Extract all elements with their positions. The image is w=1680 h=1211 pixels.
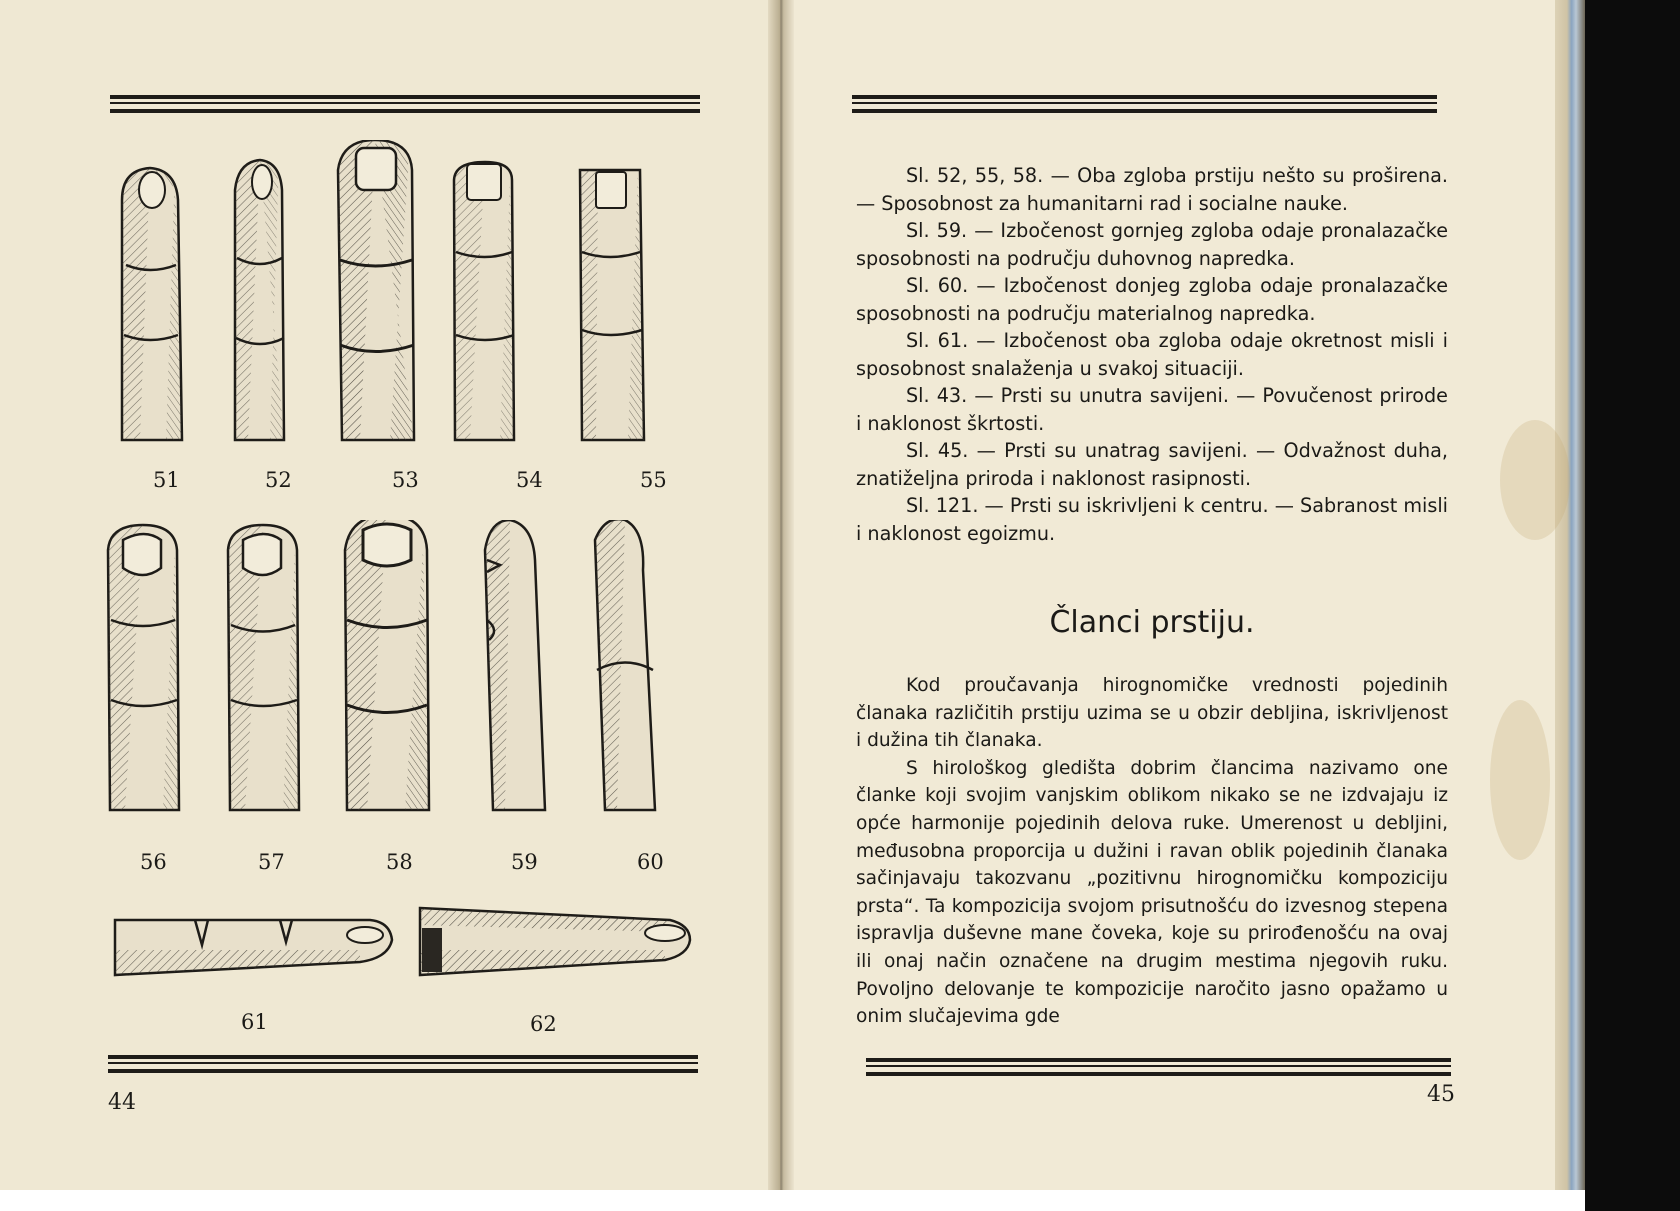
figure-label-54: 54 — [516, 468, 543, 492]
figure-label-62: 62 — [530, 1012, 557, 1036]
figure-label-53: 53 — [392, 468, 419, 492]
bottom-rule-right — [866, 1058, 1451, 1076]
finger-figure-58 — [345, 520, 429, 810]
scanner-margin — [0, 1190, 1585, 1211]
body-paragraph: Kod proučavanja hirognomičke vrednosti pojedinih članaka različitih prstiju uzima se u obzir debljina, iskrivljenost i dužina tih članaka. — [856, 675, 1448, 752]
caption: Sl. 60. — Izbočenost donjeg zgloba odaje pronalazačke sposobnosti na području materialnog napredka. — [856, 274, 1448, 325]
figure-label-60: 60 — [637, 850, 664, 874]
figure-label-57: 57 — [258, 850, 285, 874]
body-text — [856, 672, 1448, 1031]
finger-illustrations-row3 — [110, 900, 700, 1000]
figure-label-51: 51 — [153, 468, 180, 492]
finger-figure-59 — [485, 520, 545, 810]
figure-captions — [856, 162, 1448, 547]
finger-illustrations-row2 — [105, 520, 705, 820]
figure-label-58: 58 — [386, 850, 413, 874]
body-paragraph: S hirološkog gledišta dobrim člancima nazivamo one članke koji svojim vanjskim oblikom nikako se ne izdvajaju iz opće harmonije pojedinih delova ruke. Umerenost u debljini, međusobna proporcija u dužini i ravan oblik pojedinih članaka sačinjavaju takozvanu „pozitivnu hirognomičku kompoziciju prsta“. Ta kompozicija svojom prisutnošću do izvesnog stepena ispravlja duševne mane čoveka, koje su prirođenošću na ovaj ili onaj način označene na drugim mestima njegovih ruku. Povoljno delovanje te kompozicije naročito jasno opažamo u onim slučajevima gde — [856, 757, 1448, 1028]
figure-label-55: 55 — [640, 468, 667, 492]
caption: Sl. 45. — Prsti su unatrag savijeni. — Odvažnost duha, znatiželjna priroda i naklonost rasipnosti. — [856, 439, 1448, 490]
book-gutter — [768, 0, 794, 1190]
caption: Sl. 43. — Prsti su unutra savijeni. — Povučenost prirode i naklonost škrtosti. — [856, 384, 1448, 435]
figure-label-61: 61 — [241, 1010, 268, 1034]
finger-figure-53 — [338, 140, 414, 440]
page-edge — [1555, 0, 1585, 1190]
finger-figure-54 — [454, 162, 514, 440]
finger-figure-55 — [580, 170, 644, 440]
paper-stain — [1490, 700, 1550, 860]
paper-stain — [1500, 420, 1570, 540]
finger-figure-51 — [122, 168, 182, 440]
chapter-title: Članci prstiju. — [1049, 605, 1255, 640]
page-number-left: 44 — [108, 1090, 136, 1115]
caption: Sl. 59. — Izbočenost gornjeg zgloba odaje pronalazačke sposobnosti na području duhovnog napredka. — [856, 219, 1448, 270]
caption: Sl. 52, 55, 58. — Oba zgloba prstiju nešto su proširena. — Sposobnost za humanitarni rad i socialne nauke. — [856, 164, 1448, 215]
figure-label-52: 52 — [265, 468, 292, 492]
top-rule-right — [852, 95, 1437, 113]
figure-label-59: 59 — [511, 850, 538, 874]
finger-figure-57 — [228, 525, 299, 810]
finger-figure-62 — [420, 908, 690, 975]
caption: Sl. 121. — Prsti su iskrivljeni k centru. — Sabranost misli i naklonost egoizmu. — [856, 494, 1448, 545]
caption: Sl. 61. — Izbočenost oba zgloba odaje okretnost misli i sposobnost snalaženja u svakoj situaciji. — [856, 329, 1448, 380]
figure-label-56: 56 — [140, 850, 167, 874]
finger-illustrations-row1 — [110, 140, 700, 460]
page-number-right: 45 — [1427, 1082, 1455, 1107]
finger-figure-61 — [115, 920, 392, 975]
bottom-rule-left — [108, 1055, 698, 1073]
finger-figure-56 — [108, 525, 179, 810]
top-rule-left — [110, 95, 700, 113]
scanner-background — [1585, 0, 1680, 1211]
finger-figure-52 — [235, 160, 284, 440]
finger-figure-60 — [595, 520, 655, 810]
